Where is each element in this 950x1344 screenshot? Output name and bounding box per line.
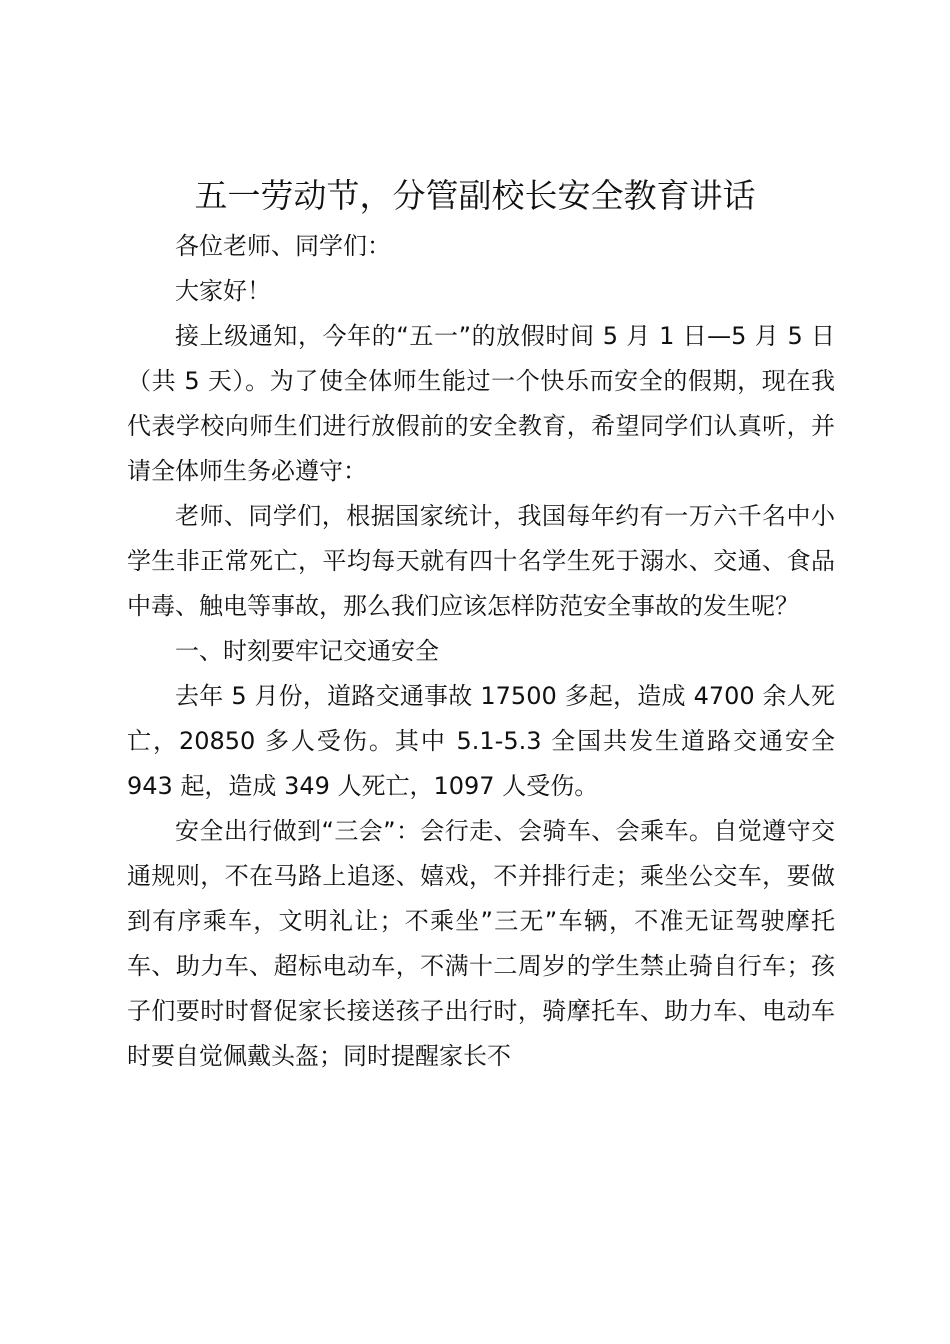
greeting-paragraph: 各位老师、同学们： [175, 232, 391, 260]
traffic-accident-paragraph: 去年 5 月份，道路交通事故 17500 多起，造成 4700 余人死亡，20850 多人受伤。其中 5.1-5.3 全国共发生道路交通安全 943 起，造成 349 人死亡，1097 人受伤。 [127, 682, 835, 800]
section-heading-traffic: 一、时刻要牢记交通安全 [175, 637, 439, 665]
document-title: 五一劳动节，分管副校长安全教育讲话 [194, 176, 756, 215]
statistics-paragraph: 老师、同学们，根据国家统计，我国每年约有一万六千名中小学生非正常死亡，平均每天就有四十名学生死于溺水、交通、食品中毒、触电等事故，那么我们应该怎样防范安全事故的发生呢？ [127, 502, 835, 620]
holiday-notice-paragraph: 接上级通知，今年的“五一”的放假时间 5 月 1 日—5 月 5 日（共 5 天）。为了使全体师生能过一个快乐而安全的假期，现在我代表学校向师生们进行放假前的安全教育，希望同学们认真听，并请全体师生务必遵守： [127, 322, 835, 485]
hello-paragraph: 大家好！ [175, 277, 271, 305]
safe-travel-paragraph: 安全出行做到“三会”：会行走、会骑车、会乘车。自觉遵守交通规则，不在马路上追逐、嬉戏，不并排行走；乘坐公交车，要做到有序乘车，文明礼让；不乘坐”三无”车辆，不准无证驾驶摩托车、助力车、超标电动车，不满十二周岁的学生禁止骑自行车；孩子们要时时督促家长接送孩子出行时，骑摩托车、助力车、电动车时要自觉佩戴头盔；同时提醒家长不 [127, 817, 835, 1070]
document-body [127, 224, 835, 1079]
